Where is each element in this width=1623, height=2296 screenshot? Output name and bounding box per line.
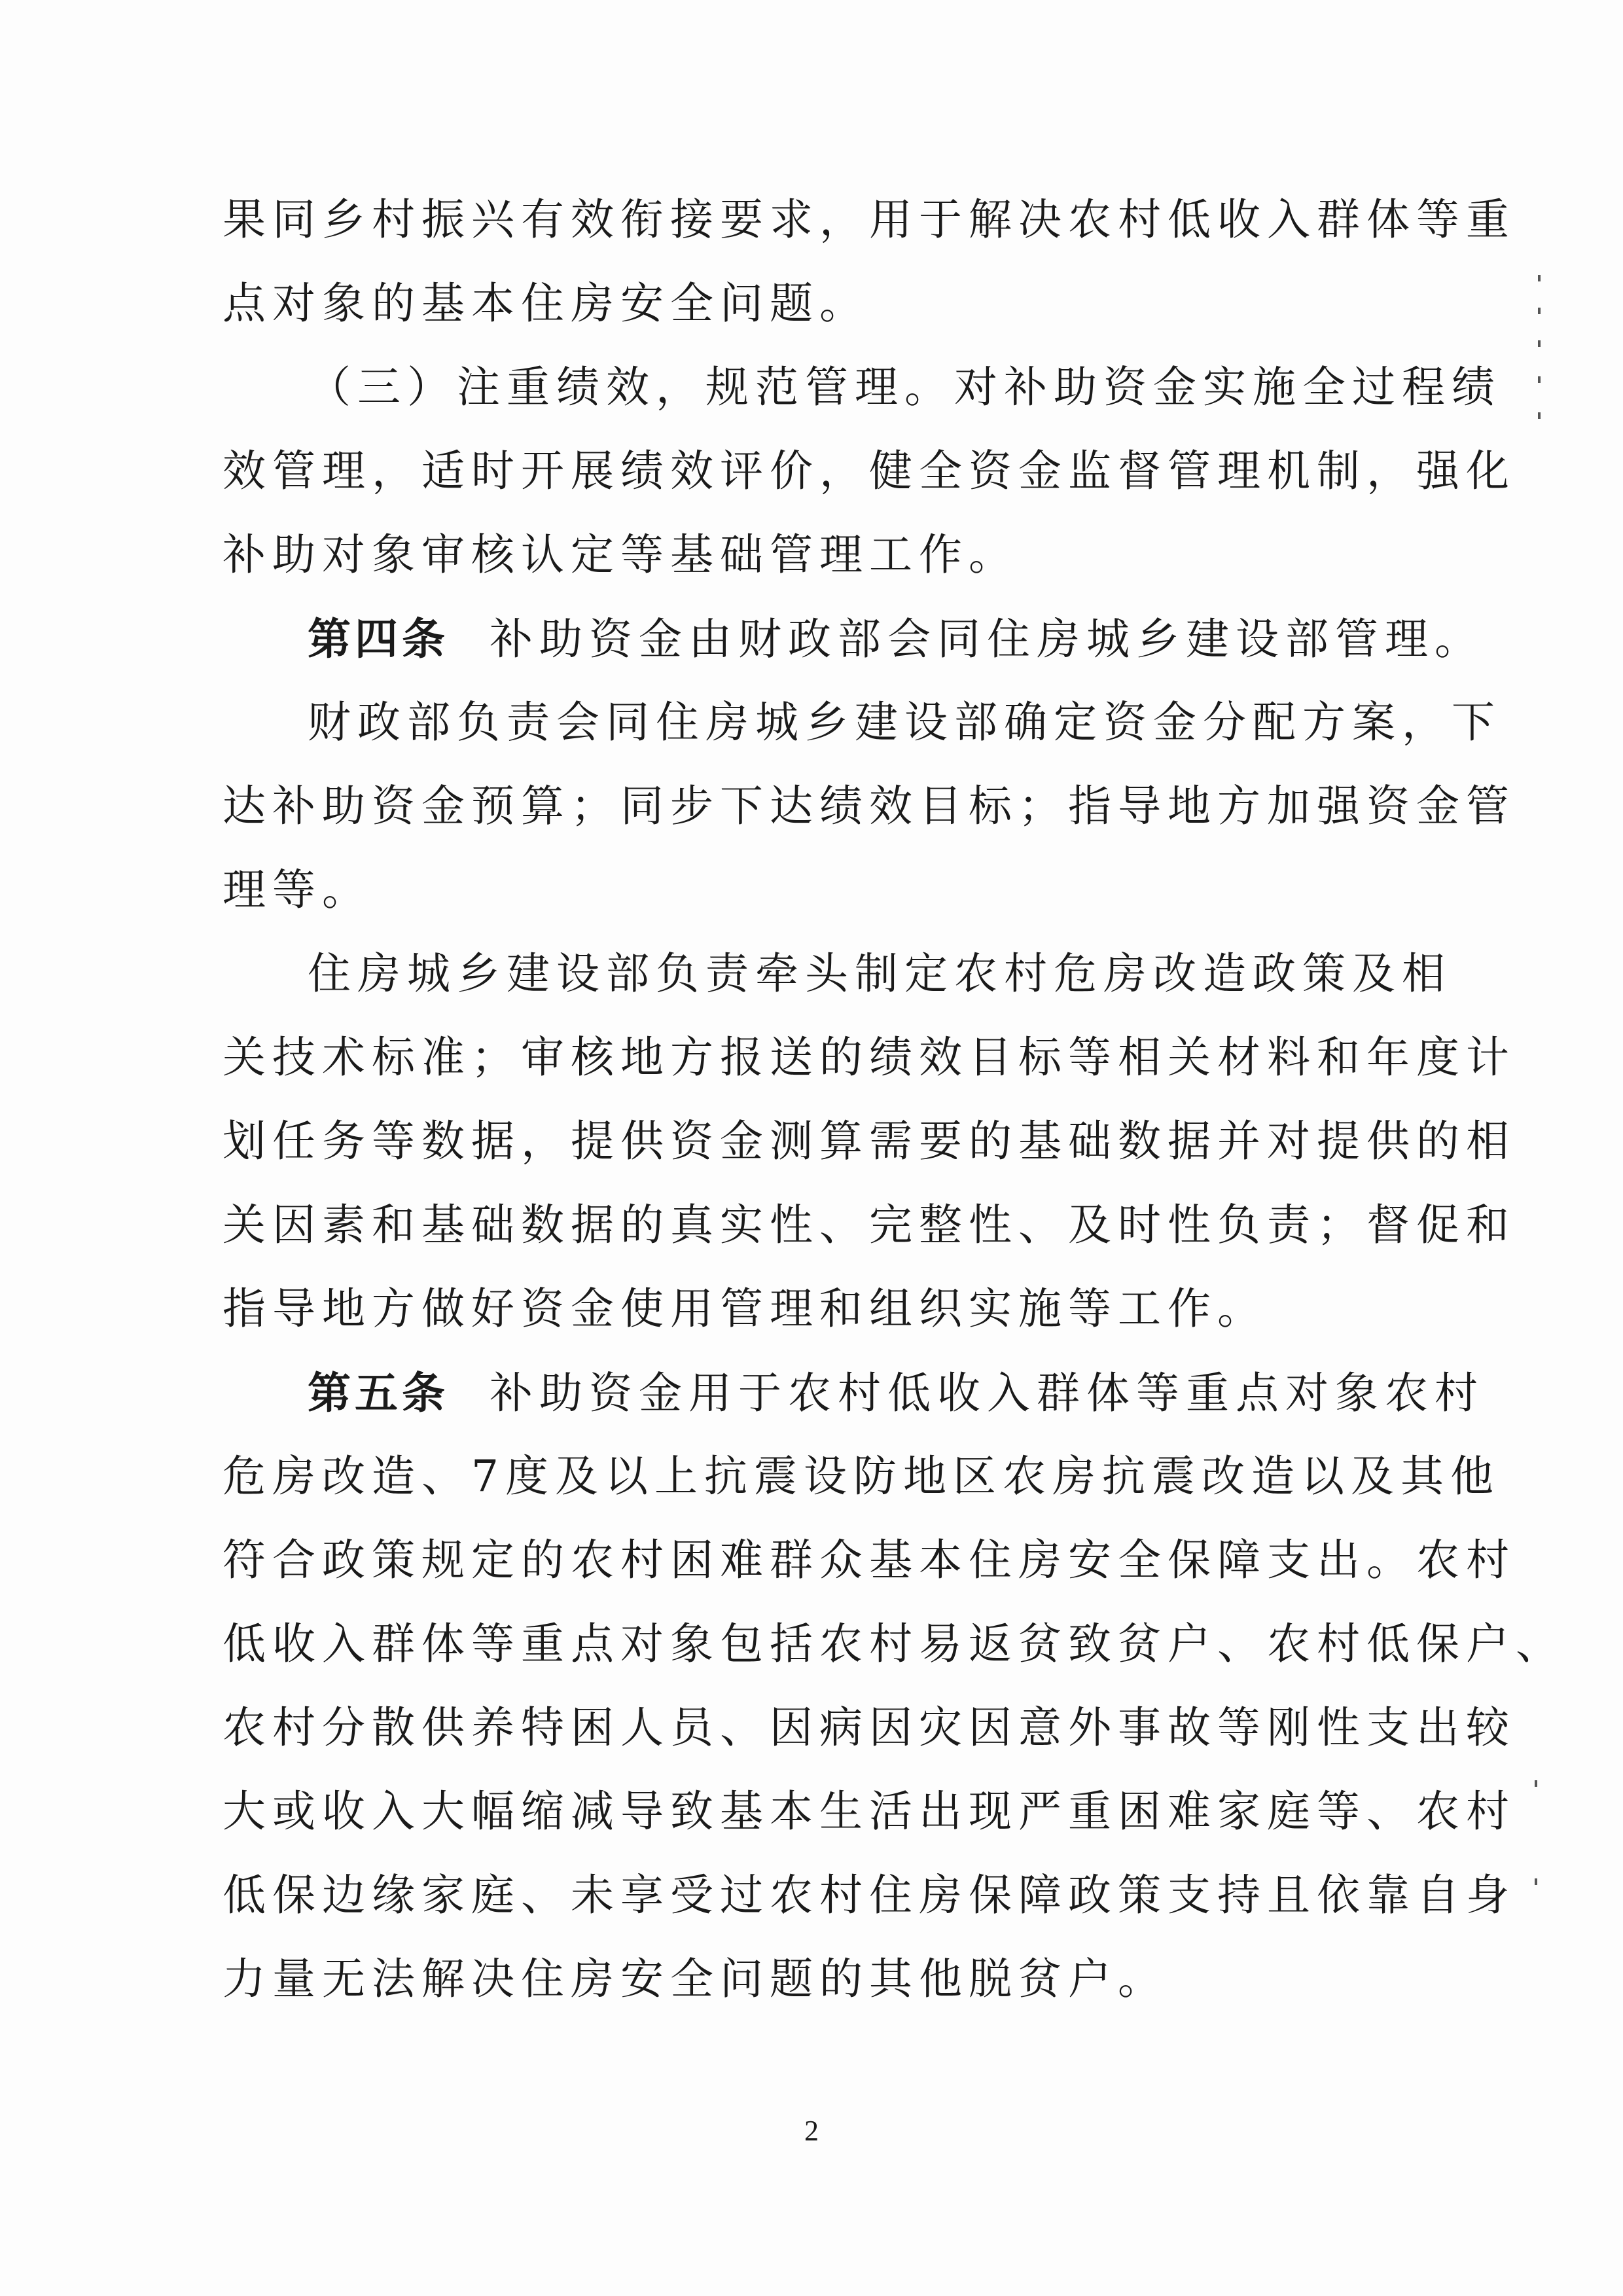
text-line: 效管理，适时开展绩效评价，健全资金监督管理机制，强化 <box>223 446 1516 496</box>
text-line: 达补助资金预算；同步下达绩效目标；指导地方加强资金管 <box>223 781 1516 831</box>
scan-mark <box>1538 340 1541 347</box>
text-line: （三）注重绩效，规范管理。对补助资金实施全过程绩 <box>308 362 1501 412</box>
text-line: 农村分散供养特困人员、因病因灾因意外事故等刚性支出较 <box>223 1702 1516 1753</box>
text-line: 果同乡村振兴有效衔接要求，用于解决农村低收入群体等重 <box>223 194 1516 245</box>
scan-mark <box>1538 275 1541 281</box>
text-line: 大或收入大幅缩减导致基本生活出现严重困难家庭等、农村 <box>223 1786 1516 1837</box>
text-line: 补助对象审核认定等基础管理工作。 <box>223 529 1018 580</box>
scan-mark <box>1538 412 1541 419</box>
text-line: 点对象的基本住房安全问题。 <box>223 278 869 329</box>
text-line: 低保边缘家庭、未享受过农村住房保障政策支持且依靠自身 <box>223 1870 1516 1920</box>
article-five-heading: 第五条 <box>308 1367 449 1418</box>
text-line: 财政部负责会同住房城乡建设部确定资金分配方案，下 <box>308 697 1501 747</box>
text-line: 关技术标准；审核地方报送的绩效目标等相关材料和年度计 <box>223 1032 1516 1083</box>
text-line: 划任务等数据，提供资金测算需要的基础数据并对提供的相 <box>223 1116 1516 1166</box>
text-line: 力量无法解决住房安全问题的其他脱贫户。 <box>223 1954 1168 2004</box>
text-line: 住房城乡建设部负责牵头制定农村危房改造政策及相 <box>308 948 1452 999</box>
scan-mark <box>1538 376 1541 383</box>
scan-mark <box>1535 1878 1537 1885</box>
article-five-text: 补助资金用于农村低收入群体等重点对象农村 <box>489 1368 1484 1418</box>
text-line: 理等。 <box>223 865 372 915</box>
text-line: 关因素和基础数据的真实性、完整性、及时性负责；督促和 <box>223 1200 1516 1250</box>
article-four-text: 补助资金由财政部会同住房城乡建设部管理。 <box>489 614 1484 664</box>
text-line: 低收入群体等重点对象包括农村易返贫致贫户、农村低保户、 <box>223 1619 1565 1669</box>
article-four-line <box>223 597 1484 681</box>
text-line: 危房改造、7度及以上抗震设防地区农房抗震改造以及其他 <box>223 1451 1500 1501</box>
scan-mark <box>1538 308 1541 314</box>
text-line: 指导地方做好资金使用管理和组织实施等工作。 <box>223 1283 1267 1334</box>
text-line: 符合政策规定的农村困难群众基本住房安全保障支出。农村 <box>223 1535 1516 1585</box>
article-four-heading: 第四条 <box>308 613 449 664</box>
article-five-line <box>223 1351 1484 1435</box>
page-number: 2 <box>804 2115 819 2147</box>
body-text <box>223 178 1565 2021</box>
scan-mark <box>1535 1780 1537 1787</box>
